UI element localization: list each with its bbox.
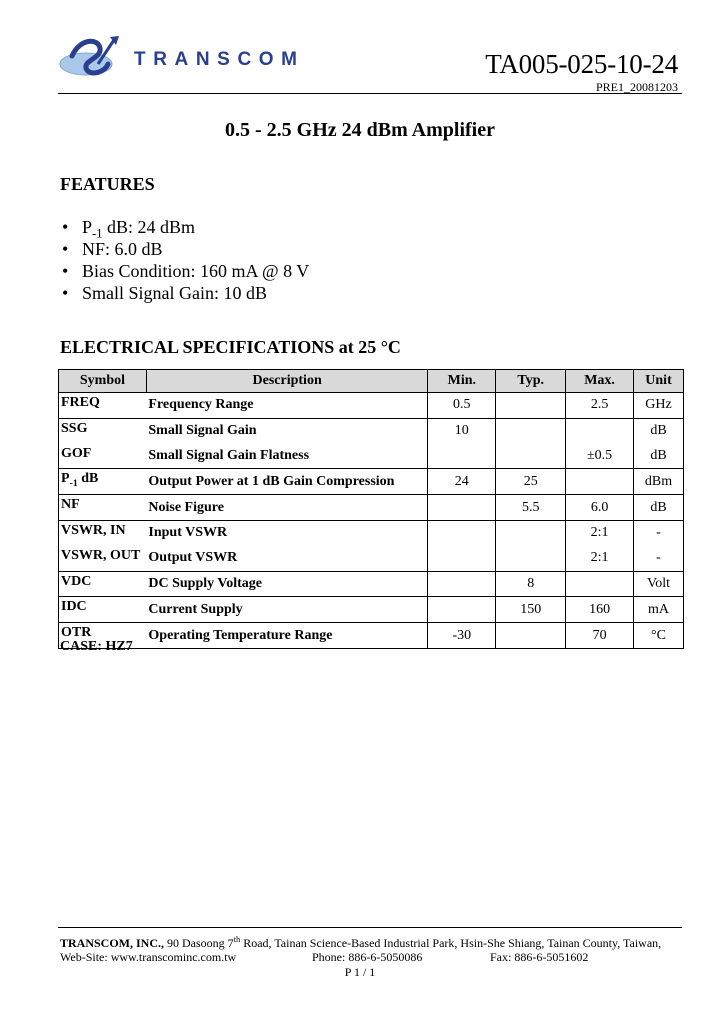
- cell-max: 160: [566, 597, 634, 623]
- brand-name: TRANSCOM: [134, 49, 305, 70]
- transcom-logo-icon: [58, 34, 128, 80]
- cell-min: [428, 495, 496, 521]
- spec-row: [59, 393, 684, 419]
- cell-unit: °C: [634, 623, 684, 649]
- cell-symbol: [59, 597, 147, 623]
- cell-max: 70: [566, 623, 634, 649]
- cell-typ: [496, 623, 566, 649]
- symbol-text: GOF: [61, 445, 92, 461]
- footer-phone: Phone: 886-6-5050086: [312, 950, 423, 964]
- cell-description: Noise Figure: [146, 495, 427, 521]
- bullet-icon: •: [62, 239, 69, 259]
- cell-symbol: [59, 393, 147, 419]
- symbol-text: SSG: [61, 420, 88, 436]
- footer-address: [60, 935, 661, 951]
- feature-text: NF: 6.0 dB: [82, 239, 163, 259]
- case-label: CASE: HZ7: [60, 639, 133, 654]
- cell-unit: dBm: [634, 469, 684, 495]
- cell-max: 2:1: [566, 520, 634, 545]
- footer-company: TRANSCOM, INC.,: [60, 936, 165, 950]
- symbol-text: OTR: [61, 625, 92, 641]
- feature-item: [60, 216, 309, 241]
- col-typ-header: Typ.: [496, 370, 566, 393]
- features-heading: FEATURES: [60, 174, 155, 194]
- cell-symbol: [59, 546, 147, 571]
- footer-address-b: Road, Tainan Science-Based Industrial Park, Hsin-She Shiang, Tainan County, Taiwan,: [240, 936, 662, 950]
- cell-min: -30: [428, 623, 496, 649]
- spec-table: [58, 369, 684, 649]
- cell-typ: [496, 418, 566, 443]
- revision-code: PRE1_20081203: [595, 80, 678, 94]
- cell-max: 6.0: [566, 495, 634, 521]
- col-description-header: Description: [146, 370, 427, 393]
- page-number: P 1 / 1: [344, 965, 376, 979]
- cell-min: [428, 520, 496, 545]
- cell-unit: dB: [634, 495, 684, 521]
- spec-row: [59, 520, 684, 545]
- symbol-text: VSWR, OUT: [61, 547, 141, 563]
- spec-row: [59, 597, 684, 623]
- footer-address-sup: th: [233, 935, 241, 944]
- cell-max: 2.5: [566, 393, 634, 419]
- cell-unit: GHz: [634, 393, 684, 419]
- spec-row: [59, 444, 684, 469]
- col-min-header: Min.: [428, 370, 496, 393]
- cell-description: Small Signal Gain: [146, 418, 427, 443]
- electrical-specs-heading: ELECTRICAL SPECIFICATIONS at 25 °C: [60, 337, 401, 357]
- cell-unit: -: [634, 520, 684, 545]
- footer-divider: [58, 927, 682, 928]
- spec-row: [59, 623, 684, 649]
- cell-symbol: [59, 571, 147, 597]
- cell-unit: dB: [634, 418, 684, 443]
- footer-address-a: 90 Dasoong 7: [164, 936, 234, 950]
- cell-max: [566, 469, 634, 495]
- cell-symbol: [59, 444, 147, 469]
- feature-text-rest: dB: 24 dBm: [102, 217, 196, 237]
- cell-unit: -: [634, 546, 684, 571]
- cell-typ: [496, 546, 566, 571]
- document-title: 0.5 - 2.5 GHz 24 dBm Amplifier: [225, 119, 495, 141]
- cell-description: Output VSWR: [146, 546, 427, 571]
- feature-text: Small Signal Gain: 10 dB: [82, 283, 268, 303]
- spec-row: [59, 546, 684, 571]
- cell-typ: [496, 520, 566, 545]
- symbol-text: FREQ: [61, 395, 100, 410]
- cell-min: 0.5: [428, 393, 496, 419]
- col-symbol-header: Symbol: [59, 370, 147, 393]
- feature-item: [60, 282, 309, 304]
- cell-typ: [496, 444, 566, 469]
- cell-unit: dB: [634, 444, 684, 469]
- cell-description: Frequency Range: [146, 393, 427, 419]
- symbol-text-rest: dB: [77, 471, 99, 487]
- footer-website: Web-Site: www.transcominc.com.tw: [60, 950, 237, 964]
- feature-text: Bias Condition: 160 mA @ 8 V: [82, 261, 310, 281]
- cell-typ: 150: [496, 597, 566, 623]
- cell-symbol: [59, 469, 147, 495]
- cell-symbol: [59, 520, 147, 545]
- cell-symbol: [59, 495, 147, 521]
- cell-min: 10: [428, 418, 496, 443]
- symbol-text: VSWR, IN: [61, 522, 126, 538]
- bullet-icon: •: [62, 283, 69, 303]
- cell-typ: [496, 393, 566, 419]
- cell-unit: Volt: [634, 571, 684, 597]
- spec-row: [59, 418, 684, 443]
- cell-symbol: [59, 418, 147, 443]
- cell-description: Output Power at 1 dB Gain Compression: [146, 469, 427, 495]
- cell-max: 2:1: [566, 546, 634, 571]
- cell-min: [428, 571, 496, 597]
- cell-description: Operating Temperature Range: [146, 623, 427, 649]
- spec-table-body: [59, 393, 684, 649]
- symbol-subscript: -1: [69, 478, 78, 490]
- spec-table-header: [59, 370, 684, 393]
- cell-typ: 8: [496, 571, 566, 597]
- symbol-text: NF: [61, 497, 80, 513]
- col-max-header: Max.: [566, 370, 634, 393]
- feature-text: P: [82, 217, 93, 237]
- cell-description: Current Supply: [146, 597, 427, 623]
- feature-item: [60, 260, 309, 282]
- header-divider: [58, 93, 682, 94]
- symbol-text: VDC: [61, 573, 92, 589]
- col-unit-header: Unit: [634, 370, 684, 393]
- cell-min: [428, 444, 496, 469]
- bullet-icon: •: [62, 261, 69, 281]
- spec-row: [59, 469, 684, 495]
- spec-row: [59, 571, 684, 597]
- cell-description: DC Supply Voltage: [146, 571, 427, 597]
- cell-typ: 25: [496, 469, 566, 495]
- spec-row: [59, 495, 684, 521]
- bullet-icon: •: [62, 217, 69, 237]
- footer-fax: Fax: 886-6-5051602: [490, 950, 589, 964]
- features-list: [60, 216, 309, 304]
- cell-typ: 5.5: [496, 495, 566, 521]
- cell-max: ±0.5: [566, 444, 634, 469]
- cell-min: [428, 597, 496, 623]
- cell-min: 24: [428, 469, 496, 495]
- feature-item: [60, 238, 309, 260]
- cell-description: Input VSWR: [146, 520, 427, 545]
- cell-max: [566, 418, 634, 443]
- symbol-text: P: [61, 471, 70, 487]
- cell-max: [566, 571, 634, 597]
- symbol-text: IDC: [61, 599, 87, 615]
- cell-description: Small Signal Gain Flatness: [146, 444, 427, 469]
- feature-subscript: -1: [92, 226, 103, 241]
- cell-unit: mA: [634, 597, 684, 623]
- part-number: TA005-025-10-24: [485, 49, 678, 79]
- cell-min: [428, 546, 496, 571]
